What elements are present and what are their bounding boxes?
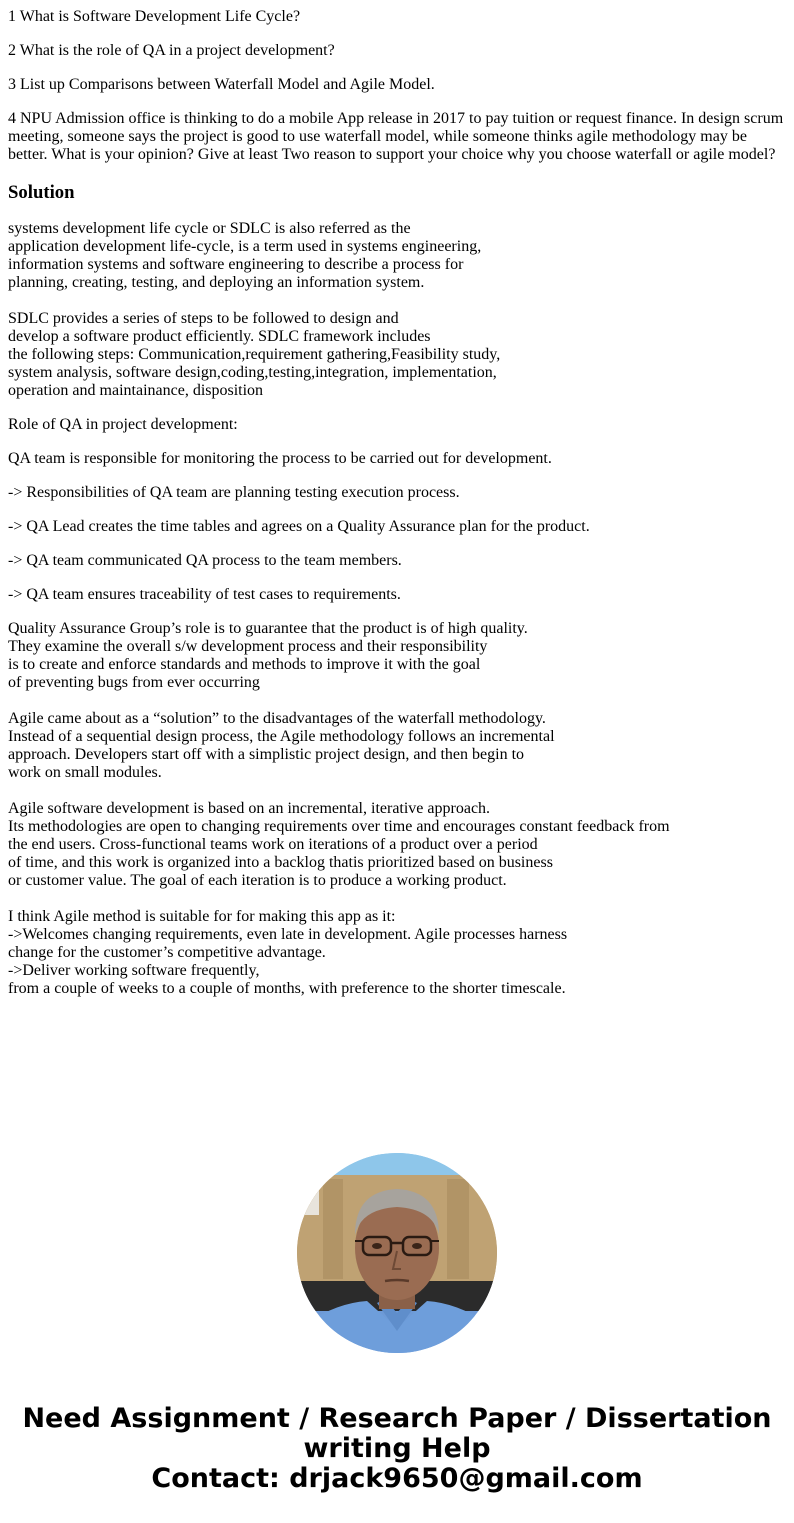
sdlc-definition xyxy=(8,220,788,292)
qa-group-description xyxy=(8,620,788,692)
question-2: 2 What is the role of QA in a project development? xyxy=(8,42,335,59)
line-break xyxy=(8,890,788,908)
qa-point: QA team is responsible for monitoring the process to be carried out for development. xyxy=(8,450,552,467)
question-4: 4 NPU Admission office is thinking to do a mobile App release in 2017 to pay tuition or request finance. In design scrum meeting, someone says the project is good to use waterfall model, while someone thinks agile methodology may be better. What is your opinion? Give at least Two reason to support your choice why you choose waterfall or agile model? xyxy=(8,110,784,163)
text-line: Agile came about as a “solution” to the disadvantages of the waterfall methodology. xyxy=(8,710,546,727)
text-line: Its methodologies are open to changing requirements over time and encourages constant feedback from xyxy=(8,818,670,835)
line-break xyxy=(8,692,788,710)
text-line: They examine the overall s/w development process and their responsibility xyxy=(8,638,488,655)
question-3: 3 List up Comparisons between Waterfall Model and Agile Model. xyxy=(8,76,435,93)
question-1: 1 What is Software Development Life Cycle? xyxy=(8,8,301,25)
qa-point: -> QA team ensures traceability of test cases to requirements. xyxy=(8,586,401,603)
text-line: of time, and this work is organized into a backlog thatis prioritized based on business xyxy=(8,854,553,871)
text-line: change for the customer’s competitive advantage. xyxy=(8,944,326,961)
banner-line-2: writing Help xyxy=(303,1433,491,1464)
text-line: approach. Developers start off with a simplistic project design, and then begin to xyxy=(8,746,525,763)
qa-point: -> Responsibilities of QA team are planning testing execution process. xyxy=(8,484,460,501)
text-line: ->Welcomes changing requirements, even late in development. Agile processes harness xyxy=(8,926,568,943)
author-avatar xyxy=(297,1153,497,1353)
text-line: Quality Assurance Group’s role is to guarantee that the product is of high quality. xyxy=(8,620,528,637)
sdlc-steps xyxy=(8,310,788,400)
line-break xyxy=(8,782,788,800)
solution-heading: Solution xyxy=(8,182,75,203)
text-line: system analysis, software design,coding,testing,integration, implementation, xyxy=(8,364,497,381)
banner-line-1: Need Assignment / Research Paper / Dissertation xyxy=(22,1403,772,1434)
text-line: operation and maintainance, disposition xyxy=(8,382,264,399)
contact-banner xyxy=(0,1404,794,1494)
text-line: SDLC provides a series of steps to be followed to design and xyxy=(8,310,399,327)
text-line: from a couple of weeks to a couple of months, with preference to the shorter timescale. xyxy=(8,980,566,997)
text-line: ->Deliver working software frequently, xyxy=(8,962,260,979)
text-line: I think Agile method is suitable for for making this app as it: xyxy=(8,908,396,925)
text-line: is to create and enforce standards and methods to improve it with the goal xyxy=(8,656,481,673)
text-line: or customer value. The goal of each iteration is to produce a working product. xyxy=(8,872,507,889)
text-line: application development life-cycle, is a term used in systems engineering, xyxy=(8,238,482,255)
opinion xyxy=(8,908,788,998)
text-line: Instead of a sequential design process, the Agile methodology follows an incremental xyxy=(8,728,555,745)
text-line: the following steps: Communication,requirement gathering,Feasibility study, xyxy=(8,346,501,363)
agile-description xyxy=(8,800,788,890)
contact-email: Contact: drjack9650@gmail.com xyxy=(151,1463,643,1494)
text-line: planning, creating, testing, and deploying an information system. xyxy=(8,274,425,291)
text-line: the end users. Cross-functional teams work on iterations of a product over a period xyxy=(8,836,538,853)
person-photo-icon xyxy=(297,1153,497,1353)
text-line: work on small modules. xyxy=(8,764,162,781)
qa-point: -> QA Lead creates the time tables and agrees on a Quality Assurance plan for the product. xyxy=(8,518,590,535)
text-line: develop a software product efficiently. SDLC framework includes xyxy=(8,328,431,345)
document-content xyxy=(8,0,788,998)
line-break xyxy=(8,292,788,310)
text-line: systems development life cycle or SDLC is also referred as the xyxy=(8,220,411,237)
qa-heading: Role of QA in project development: xyxy=(8,416,238,433)
text-line: Agile software development is based on an incremental, iterative approach. xyxy=(8,800,491,817)
qa-point: -> QA team communicated QA process to the team members. xyxy=(8,552,402,569)
text-line: of preventing bugs from ever occurring xyxy=(8,674,260,691)
text-line: information systems and software engineering to describe a process for xyxy=(8,256,464,273)
agile-origin xyxy=(8,710,788,782)
